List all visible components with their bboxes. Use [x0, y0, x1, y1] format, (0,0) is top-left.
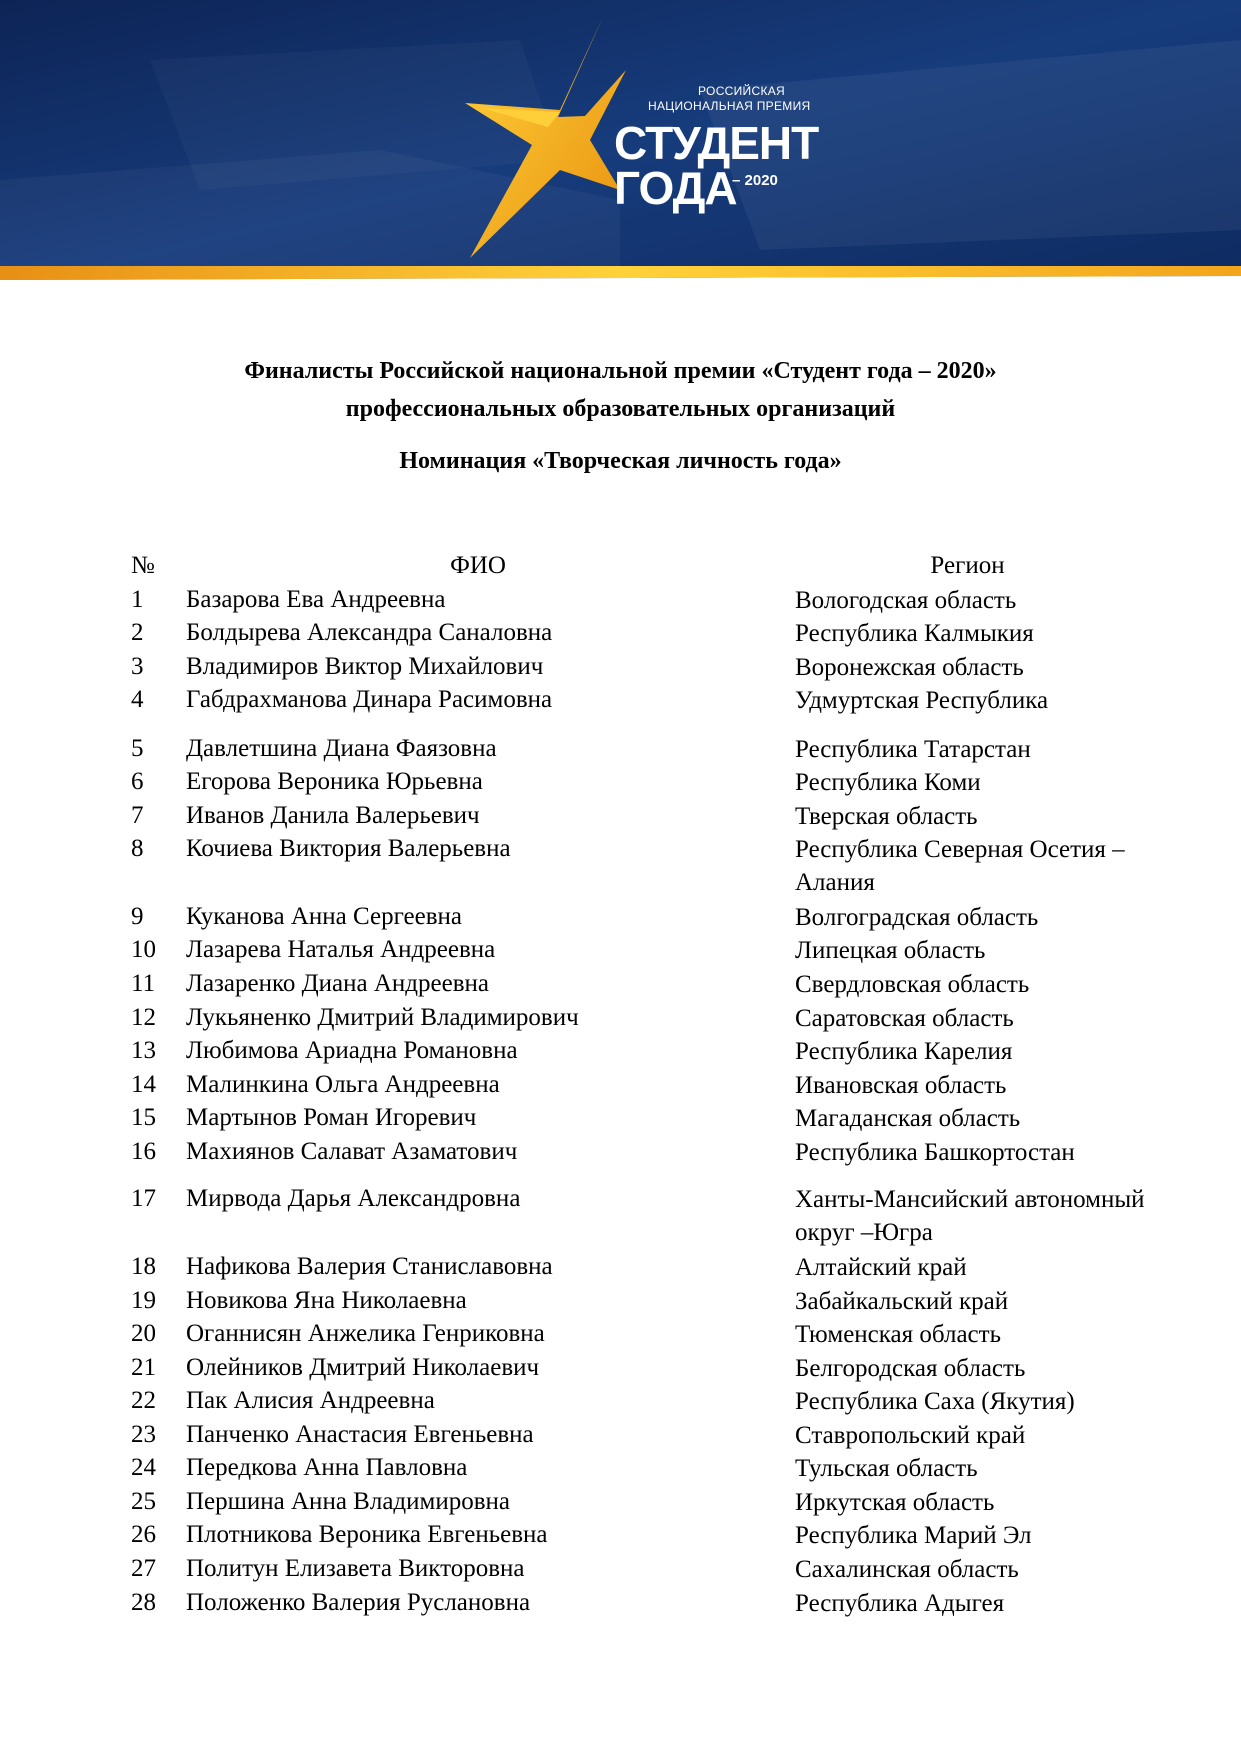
row-region: Республика Татарстан: [795, 736, 1031, 763]
row-number: 25: [131, 1488, 156, 1515]
column-header-name: ФИО: [450, 552, 506, 579]
row-region: Удмуртская Республика: [795, 687, 1049, 714]
row-region: Ставропольский край: [795, 1422, 1026, 1449]
row-region: Иркутская область: [795, 1489, 995, 1516]
logo-title-line1: СТУДЕНТ: [614, 117, 819, 169]
row-number: 9: [131, 903, 144, 930]
row-name: Базарова Ева Андреевна: [186, 586, 446, 613]
row-name: Давлетшина Диана Фаязовна: [186, 735, 497, 762]
header-banner: [0, 0, 1241, 288]
column-header-region: Регион: [930, 552, 1005, 579]
row-region: Ивановская область: [795, 1072, 1007, 1099]
row-name: Плотникова Вероника Евгеньевна: [186, 1521, 548, 1548]
row-name: Олейников Дмитрий Николаевич: [186, 1354, 540, 1381]
row-name: Кочиева Виктория Валерьевна: [186, 835, 511, 862]
row-number: 23: [131, 1421, 156, 1448]
row-number: 3: [131, 653, 144, 680]
row-region: Республика Марий Эл: [795, 1522, 1032, 1549]
document-title: Финалисты Российской национальной премии «Студент года – 2020»: [244, 358, 997, 384]
row-name: Оганнисян Анжелика Генриковна: [186, 1320, 545, 1347]
row-region: Белгородская область: [795, 1355, 1026, 1382]
row-number: 20: [131, 1320, 156, 1347]
row-region: Воронежская область: [795, 654, 1024, 681]
row-region: Ханты-Мансийский автономный округ –Югра: [795, 1186, 1145, 1246]
row-name: Новикова Яна Николаевна: [186, 1287, 467, 1314]
row-number: 15: [131, 1104, 156, 1131]
document-subtitle: профессиональных образовательных организаций: [345, 396, 896, 422]
row-number: 10: [131, 936, 156, 963]
row-name: Габдрахманова Динара Расимовна: [186, 686, 553, 713]
row-number: 16: [131, 1138, 156, 1165]
row-name: Лазарева Наталья Андреевна: [186, 936, 496, 963]
row-region: Республика Башкортостан: [795, 1139, 1075, 1166]
row-region: Магаданская область: [795, 1105, 1021, 1132]
logo-title-line2: ГОДА: [614, 162, 737, 214]
row-region: Тульская область: [795, 1455, 978, 1482]
row-name: Лукьяненко Дмитрий Владимирович: [186, 1004, 579, 1031]
row-region: Республика Калмыкия: [795, 620, 1034, 647]
row-name: Малинкина Ольга Андреевна: [186, 1071, 500, 1098]
row-number: 8: [131, 835, 144, 862]
nomination-title: Номинация «Творческая личность года»: [399, 448, 842, 474]
row-name: Панченко Анастасия Евгеньевна: [186, 1421, 534, 1448]
row-region: Забайкальский край: [795, 1288, 1009, 1315]
row-number: 27: [131, 1555, 156, 1582]
row-name: Владимиров Виктор Михайлович: [186, 653, 544, 680]
row-number: 1: [131, 586, 144, 613]
logo-subtitle-line1: РОССИЙСКАЯ: [698, 84, 785, 98]
row-region: Свердловская область: [795, 971, 1030, 998]
row-number: 14: [131, 1071, 156, 1098]
row-name: Пак Алисия Андреевна: [186, 1387, 435, 1414]
row-number: 18: [131, 1253, 156, 1280]
row-name: Мартынов Роман Игоревич: [186, 1104, 477, 1131]
row-number: 5: [131, 735, 144, 762]
row-number: 17: [131, 1185, 156, 1212]
row-name: Нафикова Валерия Станиславовна: [186, 1253, 553, 1280]
row-name: Положенко Валерия Руслановна: [186, 1589, 531, 1616]
row-number: 28: [131, 1589, 156, 1616]
row-region: Республика Северная Осетия – Алания: [795, 836, 1125, 896]
logo-year: – 2020: [732, 172, 778, 189]
row-region: Республика Карелия: [795, 1038, 1013, 1065]
row-region: Вологодская область: [795, 587, 1017, 614]
row-number: 2: [131, 619, 144, 646]
column-header-number: №: [131, 552, 155, 579]
row-region: Сахалинская область: [795, 1556, 1019, 1583]
row-region: Алтайский край: [795, 1254, 967, 1281]
row-name: Иванов Данила Валерьевич: [186, 802, 480, 829]
row-name: Мирвода Дарья Александровна: [186, 1185, 521, 1212]
row-name: Егорова Вероника Юрьевна: [186, 768, 483, 795]
row-region: Тверская область: [795, 803, 978, 830]
row-number: 12: [131, 1004, 156, 1031]
row-number: 22: [131, 1387, 156, 1414]
row-region: Липецкая область: [795, 937, 986, 964]
logo-subtitle-line2: НАЦИОНАЛЬНАЯ ПРЕМИЯ: [648, 99, 811, 113]
row-name: Першина Анна Владимировна: [186, 1488, 510, 1515]
row-name: Политун Елизавета Викторовна: [186, 1555, 525, 1582]
row-region: Тюменская область: [795, 1321, 1001, 1348]
row-region: Республика Коми: [795, 769, 981, 796]
row-name: Махиянов Салават Азаматович: [186, 1138, 518, 1165]
row-number: 4: [131, 686, 144, 713]
row-name: Лазаренко Диана Андреевна: [186, 970, 490, 997]
row-name: Передкова Анна Павловна: [186, 1454, 468, 1481]
row-number: 11: [131, 970, 156, 997]
row-region: Саратовская область: [795, 1005, 1014, 1032]
row-name: Болдырева Александра Саналовна: [186, 619, 553, 646]
row-number: 26: [131, 1521, 156, 1548]
row-number: 7: [131, 802, 144, 829]
row-number: 24: [131, 1454, 156, 1481]
row-number: 6: [131, 768, 144, 795]
row-number: 13: [131, 1037, 156, 1064]
row-region: Волгоградская область: [795, 904, 1039, 931]
row-region: Республика Адыгея: [795, 1590, 1005, 1617]
row-region: Республика Саха (Якутия): [795, 1388, 1075, 1415]
row-name: Любимова Ариадна Романовна: [186, 1037, 518, 1064]
row-name: Куканова Анна Сергеевна: [186, 903, 462, 930]
row-number: 19: [131, 1287, 156, 1314]
row-number: 21: [131, 1354, 156, 1381]
